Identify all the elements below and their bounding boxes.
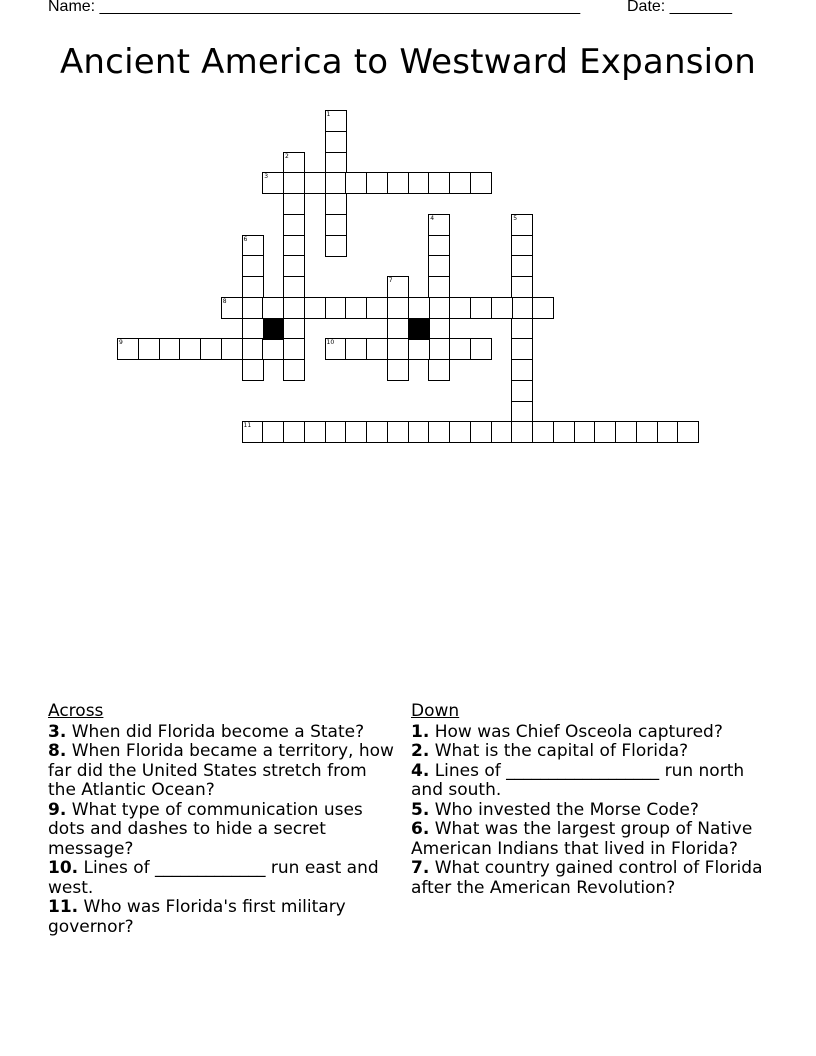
grid-cell[interactable]	[491, 421, 513, 443]
grid-cell[interactable]	[242, 359, 264, 381]
grid-cell[interactable]	[677, 421, 699, 443]
grid-cell[interactable]	[325, 172, 347, 194]
grid-cell[interactable]	[366, 421, 388, 443]
grid-cell[interactable]	[366, 297, 388, 319]
grid-cell[interactable]	[283, 359, 305, 381]
grid-cell[interactable]	[428, 318, 450, 340]
grid-number: 5	[513, 214, 518, 222]
grid-cell[interactable]	[657, 421, 679, 443]
grid-cell[interactable]	[387, 318, 409, 340]
grid-cell[interactable]	[325, 421, 347, 443]
grid-cell[interactable]	[242, 255, 264, 277]
grid-cell[interactable]	[449, 172, 471, 194]
grid-cell[interactable]	[283, 318, 305, 340]
grid-cell[interactable]	[408, 338, 430, 360]
grid-cell[interactable]	[345, 172, 367, 194]
grid-cell[interactable]	[325, 131, 347, 153]
grid-cell[interactable]	[325, 297, 347, 319]
blocked-cell	[409, 319, 430, 340]
grid-cell[interactable]	[387, 421, 409, 443]
grid-cell[interactable]	[283, 297, 305, 319]
grid-cell[interactable]	[470, 297, 492, 319]
grid-cell[interactable]	[262, 421, 284, 443]
grid-cell[interactable]	[387, 338, 409, 360]
grid-cell[interactable]	[262, 297, 284, 319]
grid-cell[interactable]	[470, 421, 492, 443]
grid-cell[interactable]	[615, 421, 637, 443]
grid-cell[interactable]	[408, 421, 430, 443]
grid-cell[interactable]	[242, 318, 264, 340]
grid-cell[interactable]	[449, 338, 471, 360]
grid-cell[interactable]	[387, 297, 409, 319]
grid-cell[interactable]	[325, 193, 347, 215]
grid-cell[interactable]	[325, 235, 347, 257]
grid-cell[interactable]	[304, 297, 326, 319]
grid-cell[interactable]	[511, 338, 533, 360]
grid-cell[interactable]	[511, 421, 533, 443]
grid-cell[interactable]	[283, 255, 305, 277]
clue-item: 8. When Florida became a territory, how far did the United States stretch from the Atlantic Ocean?	[48, 741, 394, 800]
grid-cell[interactable]	[283, 214, 305, 236]
grid-cell[interactable]	[304, 172, 326, 194]
grid-cell[interactable]	[532, 421, 554, 443]
grid-cell[interactable]	[428, 359, 450, 381]
clue-item: 9. What type of communication uses dots and dashes to hide a secret message?	[48, 799, 363, 859]
grid-cell[interactable]	[511, 401, 533, 423]
grid-cell[interactable]	[511, 359, 533, 381]
grid-number: 4	[430, 214, 435, 222]
grid-number: 7	[388, 277, 393, 284]
grid-cell[interactable]	[511, 255, 533, 277]
page-title: Ancient America to Westward Expansion	[59, 42, 757, 82]
grid-cell[interactable]	[511, 297, 533, 319]
grid-cell[interactable]	[408, 297, 430, 319]
grid-cell[interactable]	[242, 338, 264, 360]
crossword-grid	[0, 0, 816, 460]
grid-cell[interactable]	[159, 338, 181, 360]
down-clues	[411, 702, 771, 898]
grid-cell[interactable]	[470, 338, 492, 360]
grid-cell[interactable]	[387, 359, 409, 381]
grid-cell[interactable]	[428, 421, 450, 443]
grid-cell[interactable]	[408, 172, 430, 194]
grid-cell[interactable]	[636, 421, 658, 443]
grid-number: 9	[119, 339, 123, 347]
grid-number: 3	[264, 173, 269, 181]
grid-cell[interactable]	[428, 338, 450, 360]
blocked-cell	[263, 319, 284, 340]
grid-cell[interactable]	[221, 338, 243, 360]
grid-cell[interactable]	[511, 276, 533, 298]
grid-cell[interactable]	[449, 421, 471, 443]
grid-cell[interactable]	[345, 421, 367, 443]
grid-cell[interactable]	[574, 421, 596, 443]
across-heading: Across	[48, 701, 104, 721]
grid-cell[interactable]	[345, 297, 367, 319]
grid-cell[interactable]	[428, 297, 450, 319]
grid-cell[interactable]	[428, 172, 450, 194]
grid-number: 2	[285, 152, 289, 160]
grid-cell[interactable]	[366, 338, 388, 360]
grid-cell[interactable]	[283, 421, 305, 443]
grid-cell[interactable]	[262, 338, 284, 360]
grid-cell[interactable]	[325, 214, 347, 236]
down-heading: Down	[411, 701, 460, 721]
clue-item: 4. Lines of __________________ run north and south.	[411, 760, 745, 800]
grid-cell[interactable]	[532, 297, 554, 319]
grid-cell[interactable]	[283, 172, 305, 194]
grid-cell[interactable]	[387, 172, 409, 194]
date-field[interactable]: Date: _______	[627, 0, 732, 15]
grid-cell[interactable]	[304, 421, 326, 443]
grid-number: 1	[326, 111, 331, 118]
grid-cell[interactable]	[511, 380, 533, 402]
grid-cell[interactable]	[283, 193, 305, 215]
grid-cell[interactable]	[179, 338, 201, 360]
grid-cell[interactable]	[470, 172, 492, 194]
grid-cell[interactable]	[553, 421, 575, 443]
clue-item: 10. Lines of _____________ run east and west.	[48, 858, 379, 898]
clue-item: 3. When did Florida become a State?	[48, 721, 365, 742]
grid-cell[interactable]	[200, 338, 222, 360]
grid-cell[interactable]	[242, 297, 264, 319]
grid-cell[interactable]	[138, 338, 160, 360]
grid-number: 6	[243, 235, 248, 243]
grid-cell[interactable]	[428, 276, 450, 298]
grid-cell[interactable]	[283, 235, 305, 257]
clue-item: 1. How was Chief Osceola captured?	[411, 721, 723, 742]
grid-cell[interactable]	[366, 172, 388, 194]
grid-cell[interactable]	[511, 318, 533, 340]
grid-cell[interactable]	[428, 255, 450, 277]
grid-number: 11	[243, 422, 252, 430]
grid-cell[interactable]	[325, 152, 347, 174]
grid-cell[interactable]	[283, 338, 305, 360]
grid-cell[interactable]	[594, 421, 616, 443]
grid-cell[interactable]	[428, 235, 450, 257]
grid-cell[interactable]	[283, 276, 305, 298]
grid-cell[interactable]	[491, 297, 513, 319]
clue-item: 5. Who invested the Morse Code?	[411, 799, 699, 820]
across-clues	[48, 702, 398, 937]
clue-item: 2. What is the capital of Florida?	[411, 741, 689, 761]
grid-cell[interactable]	[242, 276, 264, 298]
clue-item: 11. Who was Florida's first military governor?	[48, 897, 346, 937]
grid-cell[interactable]	[511, 235, 533, 257]
grid-number: 8	[222, 297, 227, 305]
grid-cell[interactable]	[345, 338, 367, 360]
grid-number: 10	[326, 339, 335, 347]
name-field[interactable]: Name: ______________________________________________________	[48, 0, 581, 15]
clue-item: 7. What country gained control of Florida after the American Revolution?	[411, 858, 763, 898]
grid-cell[interactable]	[449, 297, 471, 319]
clue-item: 6. What was the largest group of Native American Indians that lived in Florida?	[411, 819, 753, 859]
